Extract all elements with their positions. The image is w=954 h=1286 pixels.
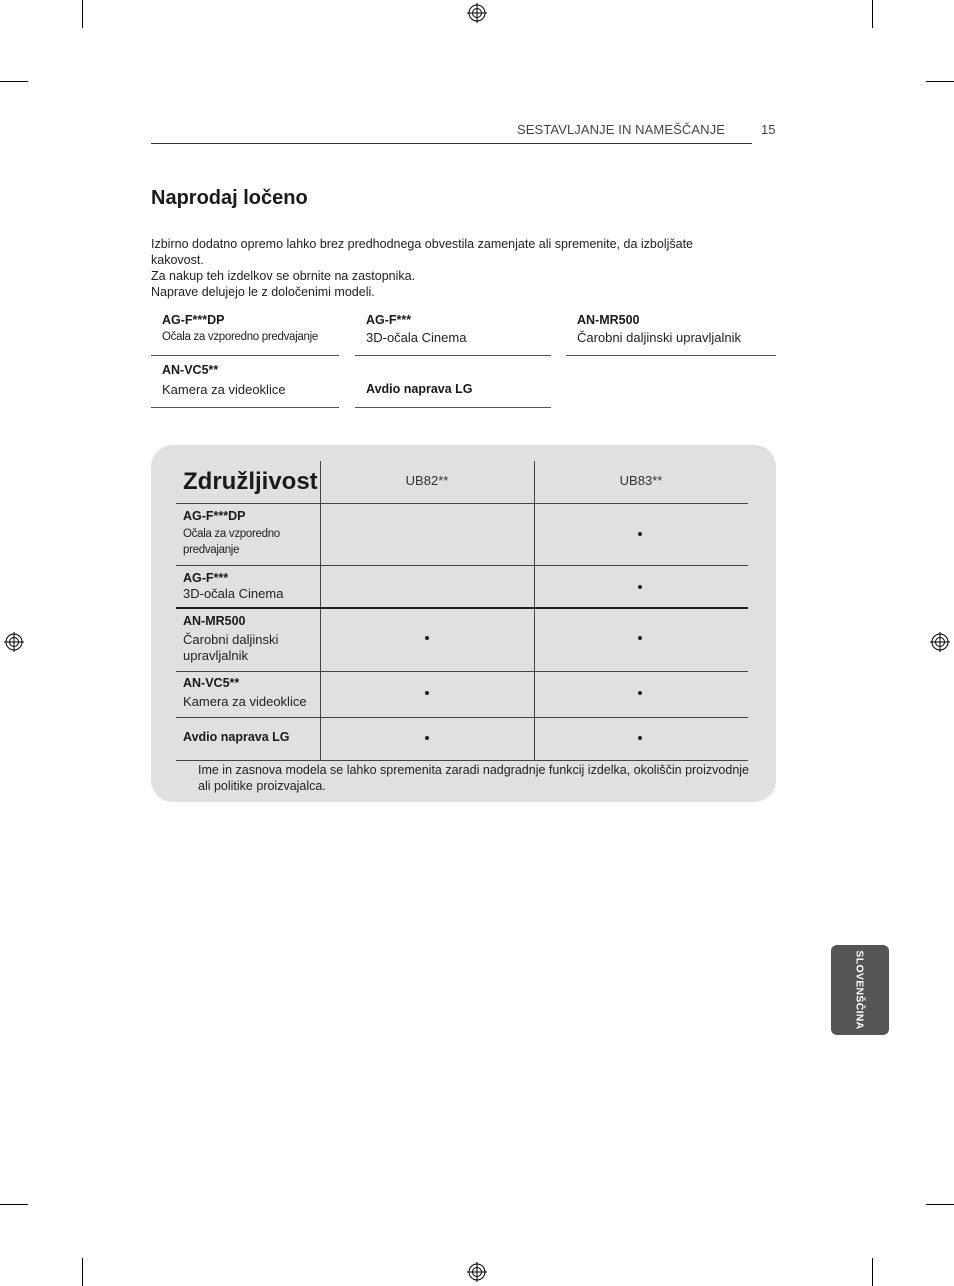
accessory-code: AG-F***DP bbox=[162, 313, 225, 327]
registration-mark-icon bbox=[467, 3, 487, 23]
accessory-code: Avdio naprava LG bbox=[366, 382, 473, 396]
intro-line: Izbirno dodatno opremo lahko brez predhodnega obvestila zamenjate ali spremenite, da izboljšate bbox=[151, 237, 694, 251]
compatible-dot bbox=[638, 585, 642, 589]
compatible-dot bbox=[638, 636, 642, 640]
intro-paragraph bbox=[151, 236, 751, 300]
accessory-desc: 3D-očala Cinema bbox=[366, 330, 467, 345]
row-desc: Kamera za videoklice bbox=[183, 694, 307, 709]
row-code: AN-MR500 bbox=[183, 614, 246, 628]
accessory-desc: Kamera za videoklice bbox=[162, 382, 286, 397]
accessory-desc: Očala za vzporedno predvajanje bbox=[162, 331, 318, 343]
row-code: AN-VC5** bbox=[183, 676, 240, 690]
running-header: SESTAVLJANJE IN NAMEŠČANJE bbox=[517, 122, 725, 137]
footnote: Ime in zasnova modela se lahko spremenita zaradi nadgradnje funkcij izdelka, okoliščin proizvodnje ali politike proizvajalca. bbox=[198, 763, 749, 793]
row-code: AG-F***DP bbox=[183, 509, 246, 523]
column-header-ub83: UB83** bbox=[619, 473, 663, 488]
compatible-dot bbox=[425, 736, 429, 740]
accessory-desc: Čarobni daljinski upravljalnik bbox=[577, 330, 742, 345]
intro-line: Za nakup teh izdelkov se obrnite na zastopnika. bbox=[151, 269, 416, 283]
registration-mark-icon bbox=[467, 1262, 487, 1282]
row-desc: Čarobni daljinski upravljalnik bbox=[183, 632, 279, 663]
row-desc: 3D-očala Cinema bbox=[183, 586, 284, 601]
compatible-dot bbox=[425, 636, 429, 640]
table-rule bbox=[176, 760, 748, 761]
crop-mark bbox=[926, 81, 954, 82]
row-desc: Očala za vzporedno predvajanje bbox=[183, 528, 280, 556]
table-rule bbox=[176, 503, 748, 504]
accessory-item bbox=[151, 360, 339, 408]
header-rule bbox=[151, 143, 752, 144]
table-rule bbox=[176, 607, 748, 609]
page-number: 15 bbox=[761, 122, 776, 137]
compatible-dot bbox=[638, 691, 642, 695]
accessory-item bbox=[355, 308, 551, 356]
accessory-item bbox=[151, 308, 339, 356]
table-divider bbox=[534, 461, 535, 760]
compatibility-title: Združljivost bbox=[183, 468, 318, 495]
section-title: Naprodaj ločeno bbox=[151, 187, 308, 209]
crop-mark bbox=[926, 1204, 954, 1205]
accessory-code: AN-MR500 bbox=[577, 313, 640, 327]
language-tab-text: SLOVENŠČINA bbox=[854, 950, 866, 1030]
table-rule bbox=[176, 671, 748, 672]
crop-mark bbox=[0, 81, 28, 82]
table-rule bbox=[176, 565, 748, 566]
compatible-dot bbox=[638, 736, 642, 740]
crop-mark bbox=[872, 1258, 873, 1286]
row-code: Avdio naprava LG bbox=[183, 730, 290, 744]
column-header-ub82: UB82** bbox=[405, 473, 449, 488]
intro-line: kakovost. bbox=[151, 253, 204, 267]
accessory-code: AG-F*** bbox=[366, 313, 412, 327]
accessory-item bbox=[355, 360, 551, 408]
compatible-dot bbox=[638, 532, 642, 536]
row-code: AG-F*** bbox=[183, 571, 229, 585]
accessory-item bbox=[566, 308, 776, 356]
compatible-dot bbox=[425, 691, 429, 695]
crop-mark bbox=[82, 1258, 83, 1286]
table-divider bbox=[320, 461, 321, 760]
table-rule bbox=[176, 717, 748, 718]
accessory-code: AN-VC5** bbox=[162, 363, 219, 377]
crop-mark bbox=[82, 0, 83, 28]
registration-mark-icon bbox=[930, 632, 950, 652]
registration-mark-icon bbox=[4, 632, 24, 652]
intro-line: Naprave delujejo le z določenimi modeli. bbox=[151, 285, 375, 299]
crop-mark bbox=[0, 1204, 28, 1205]
language-tab-label bbox=[831, 945, 889, 1035]
crop-mark bbox=[872, 0, 873, 28]
